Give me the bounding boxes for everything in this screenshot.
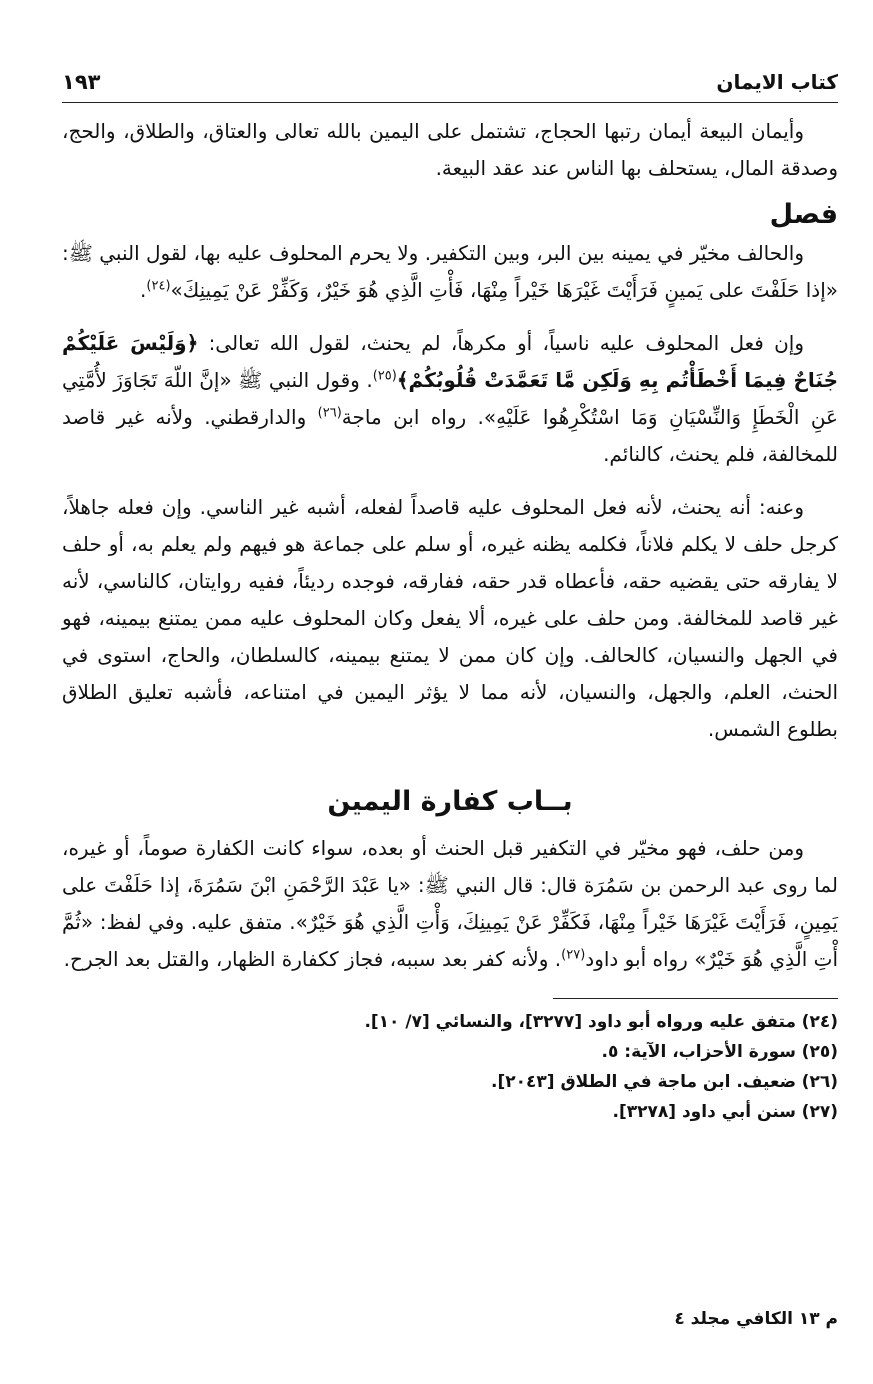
- footnote-item: [62, 1097, 838, 1127]
- paragraph-text: وعنه: أنه يحنث، لأنه فعل المحلوف عليه قاصداً لفعله، أشبه غير الناسي. وإن فعله جاهلاً، كرجل حلف لا يكلم فلاناً، فكلمه يظنه غيره، أو سلم على جماعة هو فيهم ولم يعلم به، أو حلف لا يفارقه حتى يقضيه حقه، فأعطاه قدر حقه، ففارقه، فوجده رديئاً، ففيه روايتان، كالناسي، لأنه غير قاصد للمخالفة. ومن حلف على غيره، ألا يفعل وكان المحلوف عليه ممن يمتنع بيمينه، فهو في الجهل والنسيان، كالحالف. وإن كان ممن لا يمتنع بيمينه، كالسلطان، والحاج، استوى في الحنث، العلم، والجهل، والنسيان، لأنه مما لا يؤثر اليمين في امتناعه، فأشبه تعليق الطلاق بطلوع الشمس.: [62, 495, 838, 741]
- paragraph-text: والدارقطني. ولأنه غير قاصد للمخالفة، فلم يحنث، كالنائم.: [62, 405, 838, 466]
- footnotes: [62, 1007, 838, 1127]
- paragraph-spacer: [62, 309, 838, 325]
- footnote-number: (٢٤): [801, 1012, 838, 1032]
- chapter-paragraph-1: [62, 830, 838, 978]
- body-text: [62, 113, 838, 978]
- footnote-ref-26: (٢٦): [317, 405, 342, 421]
- quran-verse: ﴿وَلَيْسَ عَلَيْكُمْ جُنَاحٌ فِيمَا أَخْطَأْتُم بِهِ وَلَكِن مَّا تَعَمَّدَتْ قُلُوبُكُمْ﴾: [62, 331, 838, 392]
- document-page: [62, 58, 838, 1358]
- running-header: [62, 58, 838, 103]
- intro-text: وأيمان البيعة أيمان رتبها الحجاج، تشتمل على اليمين بالله تعالى والعتاق، والطلاق، والحج، وصدقة المال، يستحلف بها الناس عند عقد البيعة.: [62, 119, 838, 180]
- footnote-text: سنن أبي داود [٣٢٧٨].: [612, 1102, 796, 1122]
- paragraph-text: . ولأنه كفر بعد سببه، فجاز ككفارة الظهار، والقتل بعد الجرح.: [63, 947, 562, 971]
- chapter-heading: بــاب كفارة اليمين: [327, 786, 573, 817]
- footnote-divider: [553, 998, 838, 999]
- footnote-number: (٢٧): [801, 1102, 838, 1122]
- footnote-number: (٢٦): [801, 1072, 838, 1092]
- printer-signature: م ١٣ الكافي مجلد ٤: [674, 1309, 838, 1329]
- paragraph-spacer: [62, 473, 838, 489]
- footnote-text: متفق عليه ورواه أبو داود [٣٢٧٧]، والنسائي [٧/ ١٠].: [364, 1012, 796, 1032]
- section-paragraph-1: [62, 235, 838, 309]
- paragraph-text: . وقول النبي ﷺ «إنَّ اللّهَ تَجَاوَزَ لأُمَّتِي عَنِ الْخَطَإِ وَالنِّسْيَانِ وَمَا اسْتُكْرِهُوا عَلَيْهِ». رواه ابن ماجة: [62, 368, 838, 429]
- page-number: ١٩٣: [62, 70, 101, 94]
- footnote-item: [62, 1007, 838, 1037]
- section-heading: فصل: [769, 199, 838, 230]
- footnote-ref-25: (٢٥): [372, 368, 397, 384]
- intro-paragraph: [62, 113, 838, 187]
- paragraph-text: وإن فعل المحلوف عليه ناسياً، أو مكرهاً، لم يحنث، لقول الله تعالى:: [198, 331, 804, 355]
- footnote-number: (٢٥): [801, 1042, 838, 1062]
- footnote-item: [62, 1067, 838, 1097]
- footnote-text: ضعيف. ابن ماجة في الطلاق [٢٠٤٣].: [491, 1072, 796, 1092]
- book-title: كتاب الايمان: [716, 70, 838, 94]
- footnote-item: [62, 1037, 838, 1067]
- section-paragraph-3: [62, 489, 838, 748]
- footnote-text: سورة الأحزاب، الآية: ٥.: [601, 1042, 796, 1062]
- section-paragraph-2: [62, 325, 838, 473]
- paragraph-text: والحالف مخيّر في يمينه بين البر، وبين التكفير. ولا يحرم المحلوف عليه بها، لقول النبي ﷺ: «إذا حَلَفْتَ على يَمينٍ فَرَأَيْتَ غَيْرَهَا خَيْراً مِنْهَا، فَأْتِ الَّذِي هُوَ خَيْرٌ، وَكَفِّرْ عَنْ يَمِينِكَ»: [62, 241, 838, 302]
- paragraph-text: ومن حلف، فهو مخيّر في التكفير قبل الحنث أو بعده، سواء كانت الكفارة صوماً، أو غيره، لما روى عبد الرحمن بن سَمُرَة قال: قال النبي ﷺ: «يا عَبْدَ الرَّحْمَنِ ابْنَ سَمُرَةَ، إذا حَلَفْتَ على يَمِينٍ، فَرَأَيْتَ غَيْرَهَا خَيْراً مِنْهَا، فَكَفِّرْ عَنْ يَمِينِكَ، وَأْتِ الَّذِي هُوَ خَيْرٌ». متفق عليه. وفي لفظ: «ثُمَّ أْتِ الَّذِي هُوَ خَيْرٌ» رواه أبو داود: [62, 836, 838, 971]
- paragraph-text: .: [140, 278, 147, 302]
- footnote-ref-27: (٢٧): [561, 947, 586, 963]
- footnote-ref-24: (٢٤): [146, 278, 171, 294]
